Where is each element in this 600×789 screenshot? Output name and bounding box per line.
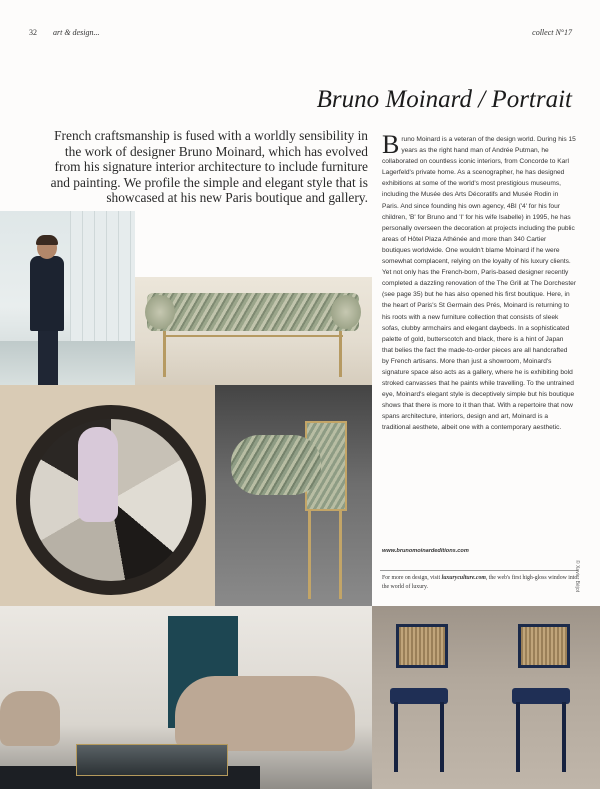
website-link[interactable]: www.brunomoinardeditions.com [382, 548, 469, 554]
article-intro: French craftsmanship is fused with a worldly sensibility in the work of designer Bruno Moinard, which has evolved from his signature interior architecture to include furniture and painting. We profile the simple and elegant style that is showcased at his new Paris boutique and gallery. [50, 128, 368, 206]
photo-dining-chairs [372, 606, 600, 789]
page-header-left [29, 28, 99, 37]
photo-bench [135, 277, 372, 385]
divider [380, 570, 578, 571]
more-info-link[interactable]: luxuryculture.com [441, 575, 486, 581]
more-info-prefix: For more on design, visit [382, 575, 442, 581]
more-info-note [382, 574, 578, 592]
body-text: runo Moinard is a veteran of the design world. During his 15 years as the right hand man of Andrée Putman, he collaborated on countless iconic interiors, from Concorde to Karl Lagerfeld's private home. As a scenographer, he has designed exhibitions at some of the world's most prestigious museums, including the Musée des Arts Décoratifs and Musée Rodin in Paris. And since founding his own agency, 4BI ('4' for his four children, 'B' for Bruno and 'I' for his wife Isabelle) in 1995, he has personally overseen the decoration at projects including the public areas of Hôtel Plaza Athénée and more than 340 Cartier boutiques worldwide. One wouldn't blame Moinard if he were somewhat complacent, relying on the loyalty of his luxury clients. Yet not only has the French-born, Paris-based designer recently completed a dazzling renovation of the The Grill at The Dorchester (see page 35) but he has also opened his first boutique. Here, in the heart of Paris's St Germain des Prés, Moinard is returning to his roots with a new furniture collection that consists of sleek sofas, clubby armchairs and elegant daybeds. In a sophisticated palette of gold, butterscotch and black, there is a hint of Japan that belies the fact the made-to-order pieces are all handcrafted by French artisans. More than just a showroom, Moinard's signature space also acts as a gallery, where he is exhibiting bold stroked canvasses that he paints while travelling. To the untrained eye, Moinard's elegant style is deceptively simple but his boutique shows that there is more to it than that. With a repertoire that now spans architecture, interiors, design and art, Moinard is a traditional aesthete, albeit one with a contemporary aesthetic. [382, 136, 577, 432]
photo-round-carpet [0, 385, 215, 606]
article-title: Bruno Moinard / Portrait [316, 86, 572, 113]
photo-portrait [0, 211, 135, 385]
photo-credit: © Xavier Béjot [574, 560, 580, 593]
more-info-suffix: , the web's first high-gloss window into the world of luxury. [382, 575, 578, 590]
photo-daybed-detail [215, 385, 372, 606]
drop-cap: B [382, 130, 400, 159]
page-number: 32 [29, 28, 37, 37]
article-body [382, 130, 577, 434]
photo-living-room [0, 606, 372, 789]
section-label: art & design... [53, 28, 100, 37]
issue-label: collect N°17 [532, 28, 572, 37]
